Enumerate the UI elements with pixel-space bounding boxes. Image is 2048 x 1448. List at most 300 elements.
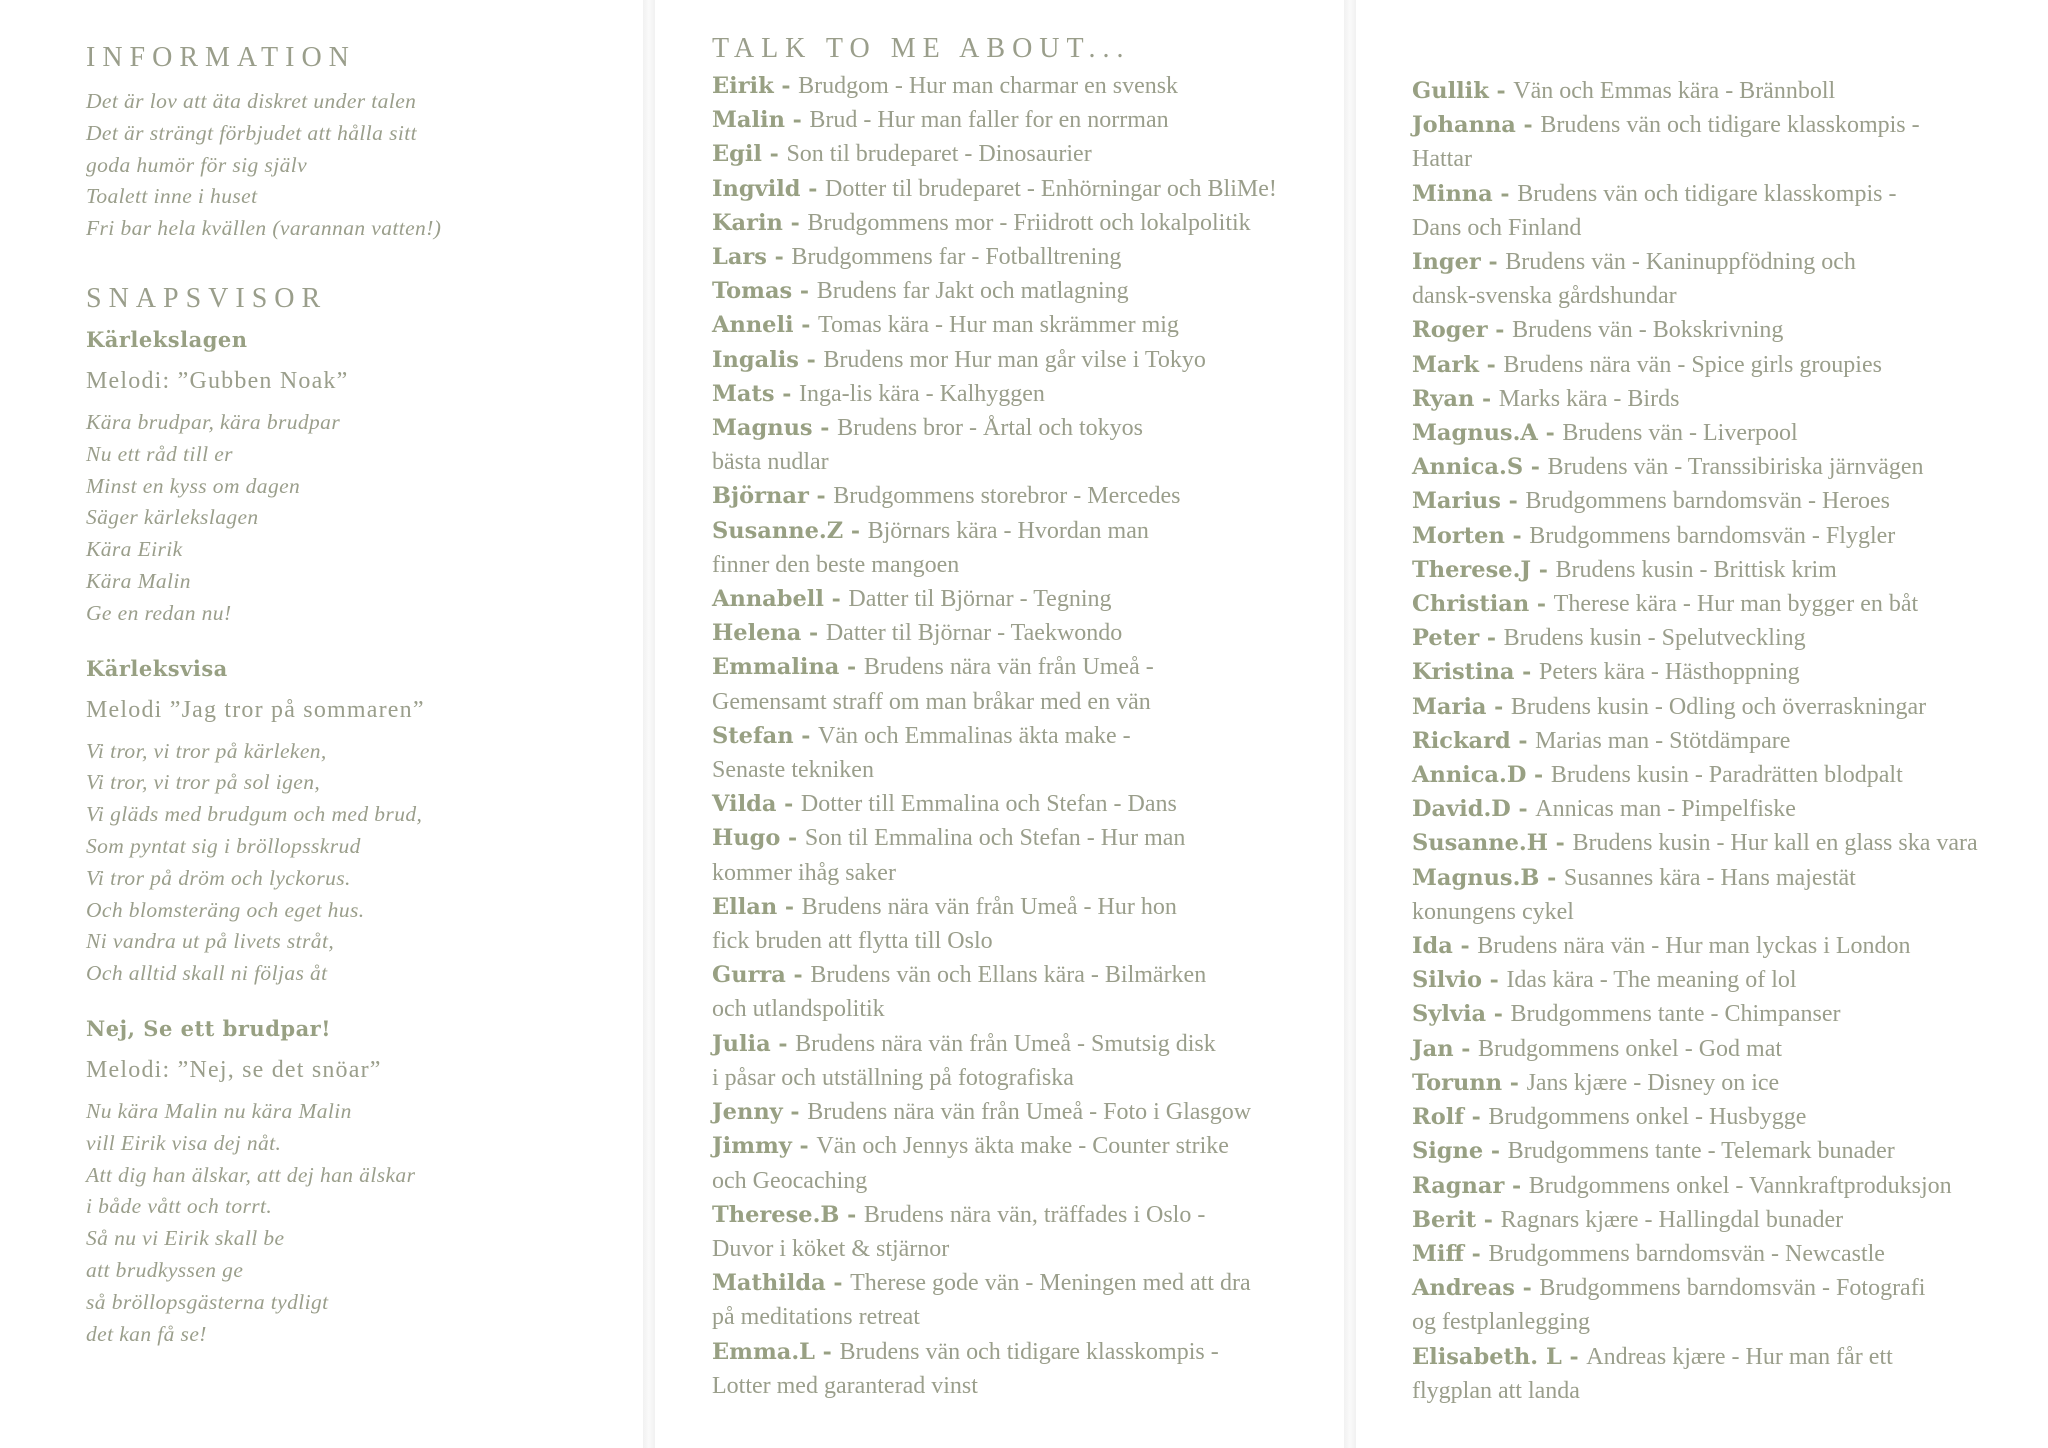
guest-entry	[1412, 245, 2042, 313]
guest-entry	[1412, 792, 2042, 826]
guest-entry	[1412, 553, 2042, 587]
guest-entry	[712, 890, 1335, 958]
guest-separator: -	[1476, 1206, 1501, 1233]
guest-separator: -	[825, 1270, 851, 1297]
guest-entry	[1412, 1100, 2042, 1134]
guest-separator: -	[808, 483, 834, 510]
guest-name: Annica.S	[1412, 454, 1524, 481]
guest-separator: -	[1515, 112, 1541, 139]
verse-line: Vi tror på dröm och lyckorus.	[86, 865, 351, 890]
verse-line: Vi tror, vi tror på kärleken,	[86, 738, 327, 763]
guest-name: Roger	[1412, 317, 1488, 344]
guest-separator: -	[1539, 864, 1564, 891]
guest-entry	[712, 650, 1335, 718]
guest-name: Jan	[1412, 1035, 1454, 1062]
guest-separator: -	[1483, 1138, 1508, 1165]
verse-line: det kan få se!	[86, 1321, 207, 1346]
guest-topic: Dotter till Emmalina och Stefan - Dans	[800, 791, 1177, 818]
guest-entry	[1412, 450, 2042, 484]
guest-entry	[1412, 1032, 2042, 1066]
guest-name: Ryan	[1412, 385, 1475, 412]
guest-name: Björnar	[712, 483, 809, 510]
verse-line: att brudkyssen ge	[86, 1257, 244, 1282]
guest-name: Miff	[1412, 1240, 1464, 1267]
middle-column	[655, 0, 1343, 1448]
guest-topic: Datter til Björnar - Tegning	[848, 586, 1112, 613]
guest-topic: Brudens vän och Ellans kära - Bilmärken	[810, 962, 1207, 989]
guest-entry	[1412, 1340, 2042, 1408]
guest-topic: Therese gode vän - Meningen med att dra	[850, 1270, 1251, 1297]
guest-topic-continued: och utlandspolitik	[712, 996, 885, 1023]
guest-topic: Ragnars kjære - Hallingdal bunader	[1500, 1206, 1844, 1233]
guest-topic: Brudens nära vän från Umeå - Smutsig disk	[795, 1030, 1216, 1057]
guest-name: Jenny	[712, 1099, 783, 1126]
guest-separator: -	[1529, 591, 1554, 618]
guest-entry	[1412, 1271, 2042, 1339]
guest-separator: -	[1510, 796, 1536, 823]
guest-topic-continued: konungens cykel	[1412, 898, 1574, 925]
verse-line: vill Eirik visa dej nåt.	[86, 1130, 282, 1155]
guest-topic: Datter til Björnar - Taekwondo	[825, 620, 1123, 647]
guest-name: Vilda	[712, 791, 777, 818]
guest-separator: -	[791, 1133, 817, 1160]
guest-topic: Brudgommens tante - Telemark bunader	[1507, 1138, 1895, 1165]
verse-line: Vi tror, vi tror på sol igen,	[86, 770, 321, 795]
verse-line: Ge en redan nu!	[86, 600, 232, 625]
guest-topic: Björnars kära - Hvordan man	[867, 517, 1149, 544]
guest-entry	[712, 616, 1335, 650]
guest-topic: Brudgommens barndomsvän - Flygler	[1529, 522, 1896, 549]
song-list	[86, 327, 623, 1350]
guest-name: Kristina	[1412, 659, 1515, 686]
guest-entry	[1412, 74, 2042, 108]
guest-topic: Brudens nära vän från Umeå - Foto i Glasgow	[807, 1099, 1252, 1126]
guest-name: Johanna	[1412, 112, 1516, 139]
guest-separator: -	[1463, 1240, 1489, 1267]
verse-line: Kära brudpar, kära brudpar	[86, 409, 341, 434]
guest-entry	[712, 172, 1335, 206]
guest-entry	[1412, 1134, 2042, 1168]
guest-topic: Brudens bror - Årtal och tokyos	[837, 415, 1144, 442]
guest-name: Andreas	[1412, 1275, 1515, 1302]
guest-separator: -	[798, 346, 824, 373]
guest-topic: Brudgommens far - Fotballtrening	[791, 244, 1122, 271]
guest-name: Morten	[1412, 522, 1505, 549]
verse-line: Och alltid skall ni följas åt	[86, 961, 328, 986]
guest-entry	[712, 514, 1335, 582]
song	[86, 656, 623, 990]
guest-topic-continued: på meditations retreat	[712, 1304, 920, 1331]
guest-entry	[1412, 1237, 2042, 1271]
guest-separator: -	[815, 1338, 840, 1365]
guest-separator: -	[793, 722, 819, 749]
guest-entry	[1412, 724, 2042, 758]
guest-separator: -	[1492, 180, 1518, 207]
guest-topic: Annicas man - Pimpelfiske	[1535, 796, 1796, 823]
song-title: Kärlekslagen	[86, 326, 248, 352]
guest-name: Egil	[712, 141, 762, 168]
guest-name: Tomas	[712, 278, 793, 305]
guest-topic-continued: Hattar	[1412, 146, 1472, 173]
guest-entry	[712, 1129, 1335, 1197]
guest-separator: -	[1561, 1343, 1587, 1370]
guest-topic: Marias man - Stötdämpare	[1535, 727, 1791, 754]
guest-name: Anneli	[712, 312, 794, 339]
guest-entry	[1412, 1203, 2042, 1237]
guest-name: Magnus	[712, 415, 813, 442]
guest-name: Inger	[1412, 249, 1481, 276]
information-heading: INFORMATION	[86, 42, 356, 73]
verse-line: Vi gläds med brudgum och med brud,	[86, 802, 423, 827]
guest-topic: Dotter til brudeparet - Enhörningar och BliMe!	[824, 175, 1277, 202]
guest-name: Elisabeth. L	[1412, 1343, 1562, 1370]
guest-entry	[1412, 929, 2042, 963]
guest-name: Emma.L	[712, 1338, 815, 1365]
column-divider	[643, 0, 655, 1448]
guest-entry	[1412, 690, 2042, 724]
guest-name: Susanne.H	[1412, 830, 1548, 857]
guest-entry	[1412, 108, 2042, 176]
verse-line: i både vått och torrt.	[86, 1194, 273, 1219]
guest-entry	[712, 137, 1335, 171]
verse-line: Att dig han älskar, att dej han älskar	[86, 1162, 416, 1187]
guest-entry	[712, 1266, 1335, 1334]
guest-separator: -	[1523, 454, 1548, 481]
guest-separator: -	[782, 1099, 808, 1126]
guest-topic-continued: bästa nudlar	[712, 449, 829, 476]
guest-topic: Brudgommens barndomsvän - Heroes	[1525, 488, 1890, 515]
guest-name: Therese.J	[1412, 556, 1532, 583]
guest-entry	[1412, 963, 2042, 997]
guest-topic: Brudens nära vän - Spice girls groupies	[1503, 351, 1882, 378]
guest-entry	[712, 1095, 1335, 1129]
guest-name: Therese.B	[712, 1201, 840, 1228]
guest-topic-continued: dansk-svenska gårdshundar	[1412, 283, 1677, 310]
guest-name: Eirik	[712, 73, 774, 99]
guest-name: Minna	[1412, 180, 1493, 207]
guest-list-right	[1412, 74, 2042, 1408]
guest-topic: Brudens vän och tidigare klasskompis -	[1517, 180, 1897, 207]
guest-separator: -	[792, 278, 817, 305]
guest-topic: Susannes kära - Hans majestät	[1563, 864, 1856, 891]
guest-topic: Brudens far Jakt och matlagning	[816, 278, 1129, 305]
guest-name: Marius	[1412, 488, 1501, 515]
song	[86, 1016, 623, 1350]
verse-line: Och blomsteräng och eget hus.	[86, 897, 365, 922]
guest-topic: Brudens vän och tidigare klasskompis -	[1540, 112, 1920, 139]
guest-name: Hugo	[712, 825, 781, 852]
guest-entry	[712, 958, 1335, 1026]
guest-name: Ingalis	[712, 346, 799, 373]
guest-name: Karin	[712, 209, 783, 236]
guest-name: Gurra	[712, 962, 786, 989]
guest-topic: Brudens kusin - Paradrätten blodpalt	[1550, 762, 1903, 789]
column-divider	[1344, 0, 1356, 1448]
guest-separator: -	[1531, 556, 1556, 583]
guest-separator: -	[839, 1201, 864, 1228]
guest-name: Julia	[712, 1030, 771, 1057]
guest-separator: -	[1526, 762, 1551, 789]
guest-separator: -	[784, 107, 810, 134]
guest-topic: Brudgom - Hur man charmar en svensk	[798, 73, 1179, 99]
guest-entry	[1412, 177, 2042, 245]
guest-topic: Brudgommens onkel - God mat	[1478, 1035, 1783, 1062]
guest-separator: -	[1514, 1275, 1540, 1302]
guest-entry	[712, 582, 1335, 616]
guest-name: Ingvild	[712, 175, 801, 202]
guest-entry	[712, 103, 1335, 137]
guest-separator: -	[800, 175, 825, 202]
guest-name: Mark	[1412, 351, 1479, 378]
guest-separator: -	[1504, 1172, 1529, 1199]
guest-topic-continued: i påsar och utställning på fotografiska	[712, 1064, 1074, 1091]
guest-name: Lars	[712, 244, 767, 271]
guest-separator: -	[780, 825, 805, 852]
guest-separator: -	[1479, 625, 1504, 652]
guest-separator: -	[761, 141, 787, 168]
guest-entry	[712, 719, 1335, 787]
guest-topic-continued: kommer ihåg saker	[712, 859, 896, 886]
song	[86, 327, 623, 630]
guest-entry	[712, 69, 1335, 103]
guest-entry	[712, 411, 1335, 479]
guest-topic: Brudens nära vän - Hur man lyckas i London	[1477, 933, 1911, 960]
guest-topic: Marks kära - Birds	[1498, 385, 1680, 412]
guest-separator: -	[1486, 1001, 1511, 1028]
guest-topic: Tomas kära - Hur man skrämmer mig	[818, 312, 1179, 339]
guest-name: Rickard	[1412, 727, 1511, 754]
song-title: Nej, Se ett brudpar!	[86, 1015, 331, 1041]
guest-name: Annica.D	[1412, 762, 1527, 789]
guest-name: Helena	[712, 620, 802, 647]
song-melody: Melodi ”Jag tror på sommaren”	[86, 696, 425, 723]
information-list	[86, 86, 623, 245]
guest-entry	[1412, 484, 2042, 518]
guest-topic-continued: flygplan att landa	[1412, 1377, 1580, 1404]
guest-separator: -	[801, 620, 826, 647]
guest-separator: -	[1474, 385, 1499, 412]
guest-topic: Andreas kjære - Hur man får ett	[1586, 1343, 1893, 1370]
verse-line: Kära Eirik	[86, 537, 183, 562]
guest-separator: -	[774, 380, 799, 407]
guest-separator: -	[782, 209, 808, 236]
guest-separator: -	[773, 73, 799, 99]
guest-entry	[1412, 1066, 2042, 1100]
guest-topic: Brudens kusin - Brittisk krim	[1555, 556, 1837, 583]
guest-separator: -	[1500, 488, 1526, 515]
guest-topic: Brudens vän - Liverpool	[1562, 420, 1798, 447]
guest-separator: -	[812, 415, 838, 442]
guest-separator: -	[823, 586, 849, 613]
guest-name: Susanne.Z	[712, 517, 844, 544]
guest-topic: Brudens mor Hur man går vilse i Tokyo	[823, 346, 1206, 373]
guest-topic: Brudens vän - Kaninuppfödning och	[1505, 249, 1856, 276]
verse-line: så bröllopsgästerna tydligt	[86, 1289, 329, 1314]
guest-name: Gullik	[1412, 78, 1489, 104]
info-line: Det är lov att äta diskret under talen	[86, 89, 417, 113]
guest-topic: Peters kära - Hästhoppning	[1538, 659, 1800, 686]
guest-name: David.D	[1412, 796, 1511, 823]
guest-topic: Brudens nära vän, träffades i Oslo -	[863, 1201, 1206, 1228]
guest-topic: Jans kjære - Disney on ice	[1526, 1069, 1780, 1096]
guest-topic-continued: Duvor i köket & stjärnor	[712, 1235, 950, 1262]
guest-topic-continued: Gemensamt straff om man bråkar med en vän	[712, 688, 1151, 715]
guest-topic: Brudens nära vän från Umeå -	[863, 654, 1154, 681]
guest-name: Torunn	[1412, 1069, 1503, 1096]
guest-entry	[712, 240, 1335, 274]
snapsvisor-heading: SNAPSVISOR	[86, 282, 328, 314]
guest-separator: -	[1504, 522, 1530, 549]
info-line: goda humör för sig själv	[86, 152, 308, 177]
guest-entry	[712, 1027, 1335, 1095]
verse-line: Säger kärlekslagen	[86, 505, 259, 530]
guest-topic: Brudens vän - Bokskrivning	[1512, 317, 1784, 344]
verse-line: Minst en kyss om dagen	[86, 473, 301, 498]
guest-name: Mats	[712, 380, 775, 407]
guest-name: Signe	[1412, 1138, 1484, 1165]
guest-topic: Brudens kusin - Spelutveckling	[1503, 625, 1806, 652]
guest-topic: Brudens vän och tidigare klasskompis -	[839, 1338, 1219, 1365]
guest-topic: Brudens kusin - Hur kall en glass ska vara	[1572, 830, 1978, 857]
verse-line: Så nu vi Eirik skall be	[86, 1226, 285, 1251]
guest-entry	[1412, 758, 2042, 792]
guest-separator: -	[777, 893, 802, 920]
guest-list-middle	[712, 69, 1335, 1403]
guest-entry	[712, 479, 1335, 513]
guest-topic-continued: Senaste tekniken	[712, 757, 874, 784]
guest-separator: -	[839, 654, 864, 681]
guest-separator: -	[776, 791, 801, 818]
info-line: Fri bar hela kvällen (varannan vatten!)	[86, 216, 442, 241]
guest-topic-continued: finner den beste mangoen	[712, 551, 960, 578]
guest-topic: Brudgommens mor - Friidrott och lokalpolitik	[807, 209, 1251, 236]
guest-name: Jimmy	[712, 1133, 792, 1160]
left-column	[0, 0, 643, 1448]
guest-separator: -	[766, 244, 792, 271]
guest-topic-continued: og festplanlegging	[1412, 1309, 1590, 1336]
guest-entry	[1412, 587, 2042, 621]
guest-topic: Brudens vän - Transsibiriska järnvägen	[1547, 454, 1924, 481]
song-melody: Melodi: ”Nej, se det snöar”	[86, 1056, 382, 1083]
guest-topic: Brudgommens barndomsvän - Newcastle	[1488, 1240, 1885, 1267]
guest-topic: Vän och Emmas kära - Brännboll	[1513, 78, 1836, 104]
guest-topic: Brudgommens barndomsvän - Fotografi	[1539, 1275, 1926, 1302]
guest-entry	[712, 206, 1335, 240]
guest-topic: Brudgommens tante - Chimpanser	[1510, 1001, 1841, 1028]
verse-line: Nu kära Malin nu kära Malin	[86, 1098, 352, 1123]
guest-name: Rolf	[1412, 1104, 1464, 1131]
guest-topic: Son til brudeparet - Dinosaurier	[786, 141, 1092, 168]
guest-entry	[1412, 826, 2042, 860]
guest-topic: Brudens nära vän från Umeå - Hur hon	[801, 893, 1177, 920]
guest-name: Stefan	[712, 722, 794, 749]
talk-heading: TALK TO ME ABOUT...	[712, 33, 1131, 64]
guest-entry	[1412, 1169, 2042, 1203]
guest-name: Ida	[1412, 933, 1453, 960]
guest-topic: Vän och Emmalinas äkta make -	[818, 722, 1131, 749]
guest-entry	[1412, 313, 2042, 347]
info-line: Toalett inne i huset	[86, 184, 258, 209]
guest-entry	[712, 274, 1335, 308]
guest-entry	[1412, 519, 2042, 553]
guest-entry	[1412, 382, 2042, 416]
guest-name: Maria	[1412, 693, 1487, 720]
guest-separator: -	[1463, 1104, 1489, 1131]
guest-topic-continued: Lotter med garanterad vinst	[712, 1372, 978, 1399]
guest-entry	[1412, 348, 2042, 382]
guest-topic: Son til Emmalina och Stefan - Hur man	[804, 825, 1186, 852]
guest-entry	[712, 1335, 1335, 1403]
guest-entry	[712, 377, 1335, 411]
guest-topic: Brud - Hur man faller for en norrman	[809, 107, 1169, 134]
guest-name: Ragnar	[1412, 1172, 1505, 1199]
guest-separator: -	[770, 1030, 796, 1057]
guest-name: Berit	[1412, 1206, 1477, 1233]
guest-separator: -	[1486, 693, 1511, 720]
guest-separator: -	[785, 962, 811, 989]
guest-topic-continued: fick bruden att flytta till Oslo	[712, 928, 993, 955]
guest-topic-continued: Dans och Finland	[1412, 214, 1582, 241]
guest-name: Mathilda	[712, 1270, 826, 1297]
guest-entry	[712, 787, 1335, 821]
guest-entry	[712, 1198, 1335, 1266]
right-column	[1356, 0, 2048, 1448]
guest-topic: Idas kära - The meaning of lol	[1506, 967, 1797, 994]
guest-separator: -	[1478, 351, 1504, 378]
guest-topic: Brudens kusin - Odling och överraskningar	[1510, 693, 1927, 720]
guest-separator: -	[1481, 967, 1507, 994]
guest-name: Annabell	[712, 586, 824, 613]
guest-name: Christian	[1412, 591, 1530, 618]
guest-topic: Brudgommens storebror - Mercedes	[833, 483, 1181, 510]
guest-separator: -	[1453, 1035, 1479, 1062]
guest-name: Silvio	[1412, 967, 1482, 994]
verse-line: Kära Malin	[86, 568, 191, 593]
guest-entry	[712, 343, 1335, 377]
guest-separator: -	[843, 517, 868, 544]
guest-separator: -	[1510, 727, 1536, 754]
guest-name: Sylvia	[1412, 1001, 1487, 1028]
guest-name: Peter	[1412, 625, 1480, 652]
guest-topic: Therese kära - Hur man bygger en båt	[1553, 591, 1919, 618]
guest-entry	[1412, 997, 2042, 1031]
guest-topic: Vän och Jennys äkta make - Counter strike	[816, 1133, 1229, 1160]
guest-separator: -	[1547, 830, 1573, 857]
guest-separator: -	[1488, 78, 1514, 104]
guest-name: Magnus.B	[1412, 864, 1540, 891]
guest-topic: Brudgommens onkel - Vannkraftproduksjon	[1528, 1172, 1952, 1199]
guest-entry	[1412, 416, 2042, 450]
guest-entry	[712, 308, 1335, 342]
guest-name: Malin	[712, 107, 785, 134]
guest-entry	[712, 821, 1335, 889]
guest-separator: -	[1514, 659, 1539, 686]
verse-line: Som pyntat sig i bröllopsskrud	[86, 833, 361, 858]
guest-entry	[1412, 621, 2042, 655]
guest-separator: -	[793, 312, 819, 339]
song-melody: Melodi: ”Gubben Noak”	[86, 367, 349, 394]
guest-topic: Brudgommens onkel - Husbygge	[1488, 1104, 1807, 1131]
guest-name: Emmalina	[712, 654, 840, 681]
guest-topic-continued: och Geocaching	[712, 1167, 868, 1194]
guest-separator: -	[1452, 933, 1478, 960]
song-title: Kärleksvisa	[86, 655, 228, 681]
verse-line: Ni vandra ut på livets stråt,	[86, 929, 335, 954]
verse-line: Nu ett råd till er	[86, 441, 233, 466]
guest-topic: Inga-lis kära - Kalhyggen	[799, 380, 1045, 407]
guest-separator: -	[1487, 317, 1513, 344]
guest-separator: -	[1502, 1069, 1527, 1096]
